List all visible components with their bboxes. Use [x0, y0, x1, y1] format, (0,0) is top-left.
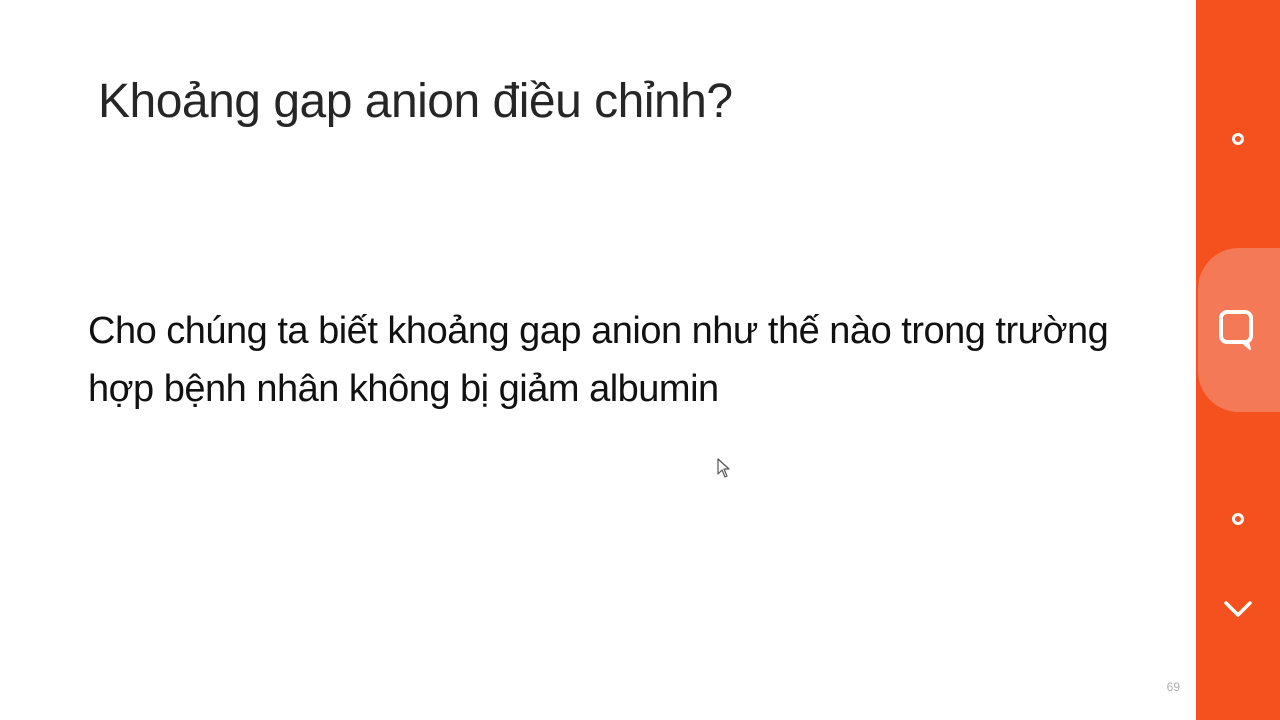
- mouse-cursor-icon: [717, 458, 731, 478]
- circle-icon: [1232, 513, 1244, 525]
- chat-button[interactable]: [1198, 248, 1280, 412]
- bottom-circle-button[interactable]: [1196, 498, 1280, 540]
- slide-number: 69: [1166, 680, 1180, 694]
- slide-title: Khoảng gap anion điều chỉnh?: [98, 75, 733, 128]
- slide-body-text: Cho chúng ta biết khoảng gap anion như thế nào trong trường hợp bệnh nhân không bị giảm albumin: [88, 310, 1109, 410]
- chat-bubble-icon: [1216, 307, 1262, 353]
- scroll-down-button[interactable]: [1196, 588, 1280, 630]
- circle-icon: [1232, 133, 1244, 145]
- top-circle-button[interactable]: [1196, 118, 1280, 160]
- side-navigation-panel: [1196, 0, 1280, 720]
- chevron-down-icon: [1223, 599, 1253, 619]
